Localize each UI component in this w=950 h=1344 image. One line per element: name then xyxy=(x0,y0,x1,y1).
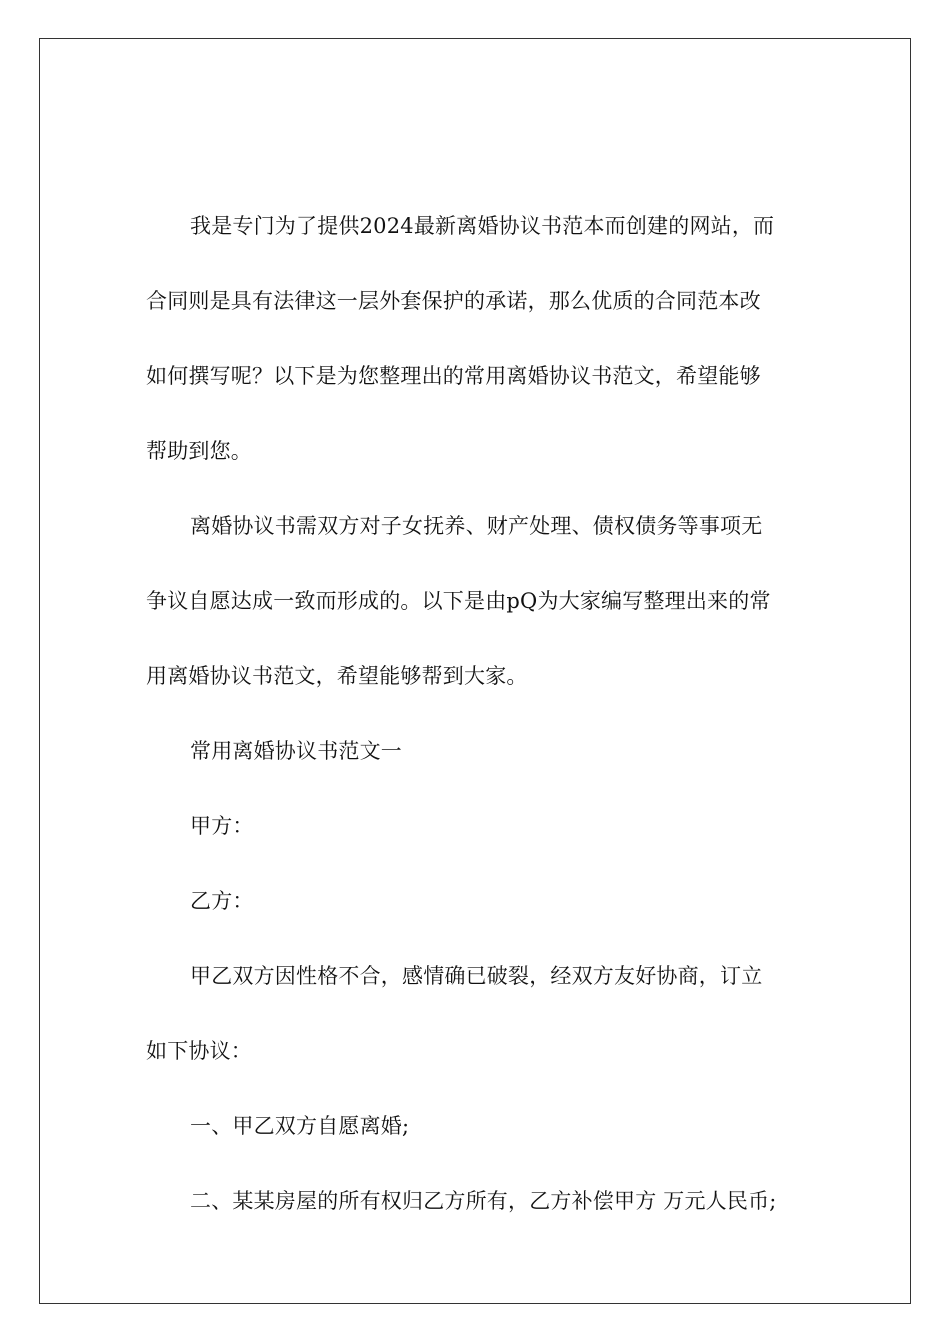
paragraph-1-line-3: 如何撰写呢？以下是为您整理出的常用离婚协议书范文，希望能够 xyxy=(146,364,761,388)
agreement-intro-line-2: 如下协议： xyxy=(146,1039,252,1063)
paragraph-2-line-2: 争议自愿达成一致而形成的。以下是由pQ为大家编写整理出来的常 xyxy=(146,589,771,613)
party-a-label: 甲方： xyxy=(190,814,254,838)
agreement-intro-line-1: 甲乙双方因性格不合，感情确已破裂，经双方友好协商，订立 xyxy=(190,964,763,988)
section-heading: 常用离婚协议书范文一 xyxy=(190,739,402,763)
clause-2: 二、某某房屋的所有权归乙方所有，乙方补偿甲方 万元人民币; xyxy=(190,1189,777,1213)
paragraph-1-line-1: 我是专门为了提供2024最新离婚协议书范本而创建的网站，而 xyxy=(190,214,775,238)
paragraph-2-line-3: 用离婚协议书范文，希望能够帮到大家。 xyxy=(146,664,528,688)
paragraph-1-line-4: 帮助到您。 xyxy=(146,439,252,463)
paragraph-1-line-2: 合同则是具有法律这一层外套保护的承诺，那么优质的合同范本改 xyxy=(146,289,761,313)
paragraph-2-line-1: 离婚协议书需双方对子女抚养、财产处理、债权债务等事项无 xyxy=(190,514,763,538)
party-b-label: 乙方： xyxy=(190,889,254,913)
clause-1: 一、甲乙双方自愿离婚; xyxy=(190,1114,410,1138)
